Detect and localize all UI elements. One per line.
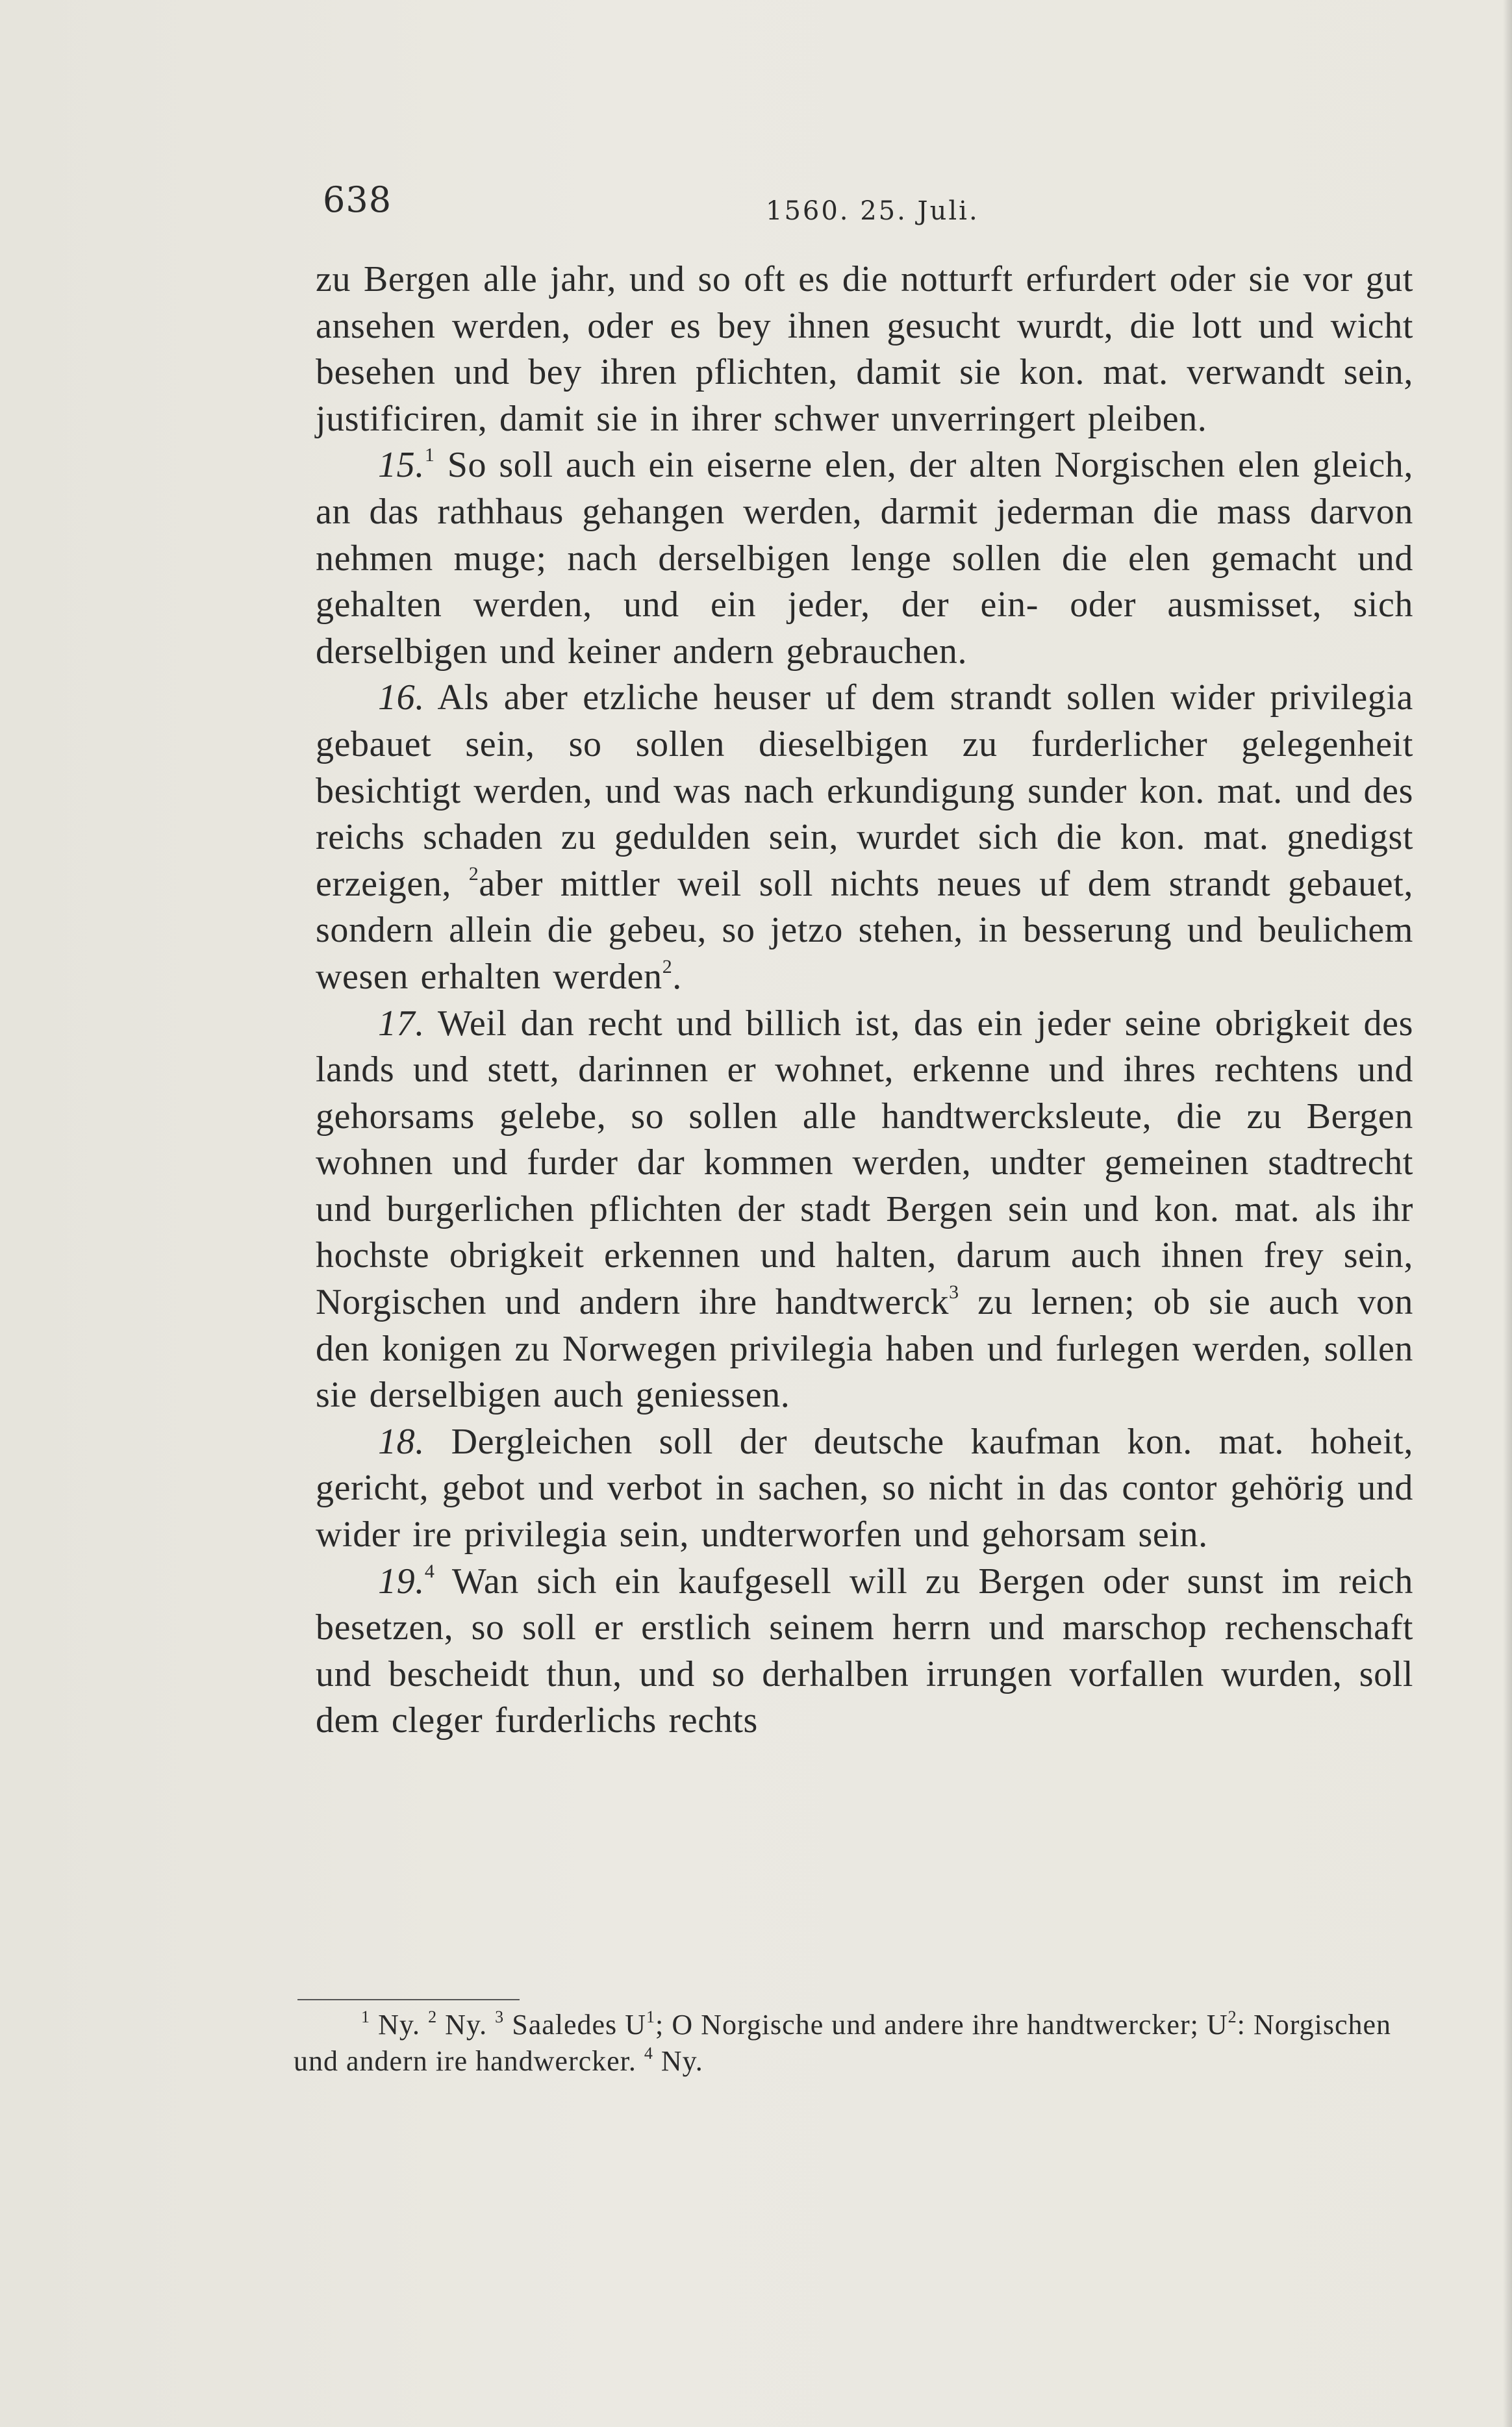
paragraph-text: So soll auch ein eiserne elen, der alten Norgischen elen gleich, an das rathhaus gehangen werden, darmit jederman die mass darvon nehmen muge; nach derselbigen lenge sollen die elen gemacht und gehalten werden, und ein jeder, der ein- oder ausmisset, sich derselbigen und keiner andern gebrauchen. bbox=[316, 445, 1413, 672]
footnote-number: 2 bbox=[428, 2007, 438, 2026]
footnote-ref: 2 bbox=[468, 862, 479, 885]
manuscript-index: 2 bbox=[1228, 2007, 1237, 2026]
paragraph-number: 17. bbox=[378, 1003, 425, 1044]
manuscript-index: 1 bbox=[646, 2007, 656, 2026]
paragraph-17 bbox=[316, 1001, 1413, 1419]
footnote-ref: 1 bbox=[424, 444, 435, 466]
paragraph-text: aber mittler weil soll nichts neues uf dem strandt gebauet, sondern allein die gebeu, so jetzo stehen, in besserung und beulichem wesen erhalten werden bbox=[316, 863, 1413, 997]
paragraph-text: zu lernen; ob sie auch von den konigen zu Norwegen privilegia haben und furlegen werden, sollen sie derselbigen auch geniessen. bbox=[316, 1282, 1413, 1416]
paragraph-16 bbox=[316, 675, 1413, 1000]
paragraph-text: Wan sich ein kaufgesell will zu Bergen oder sunst im reich besetzen, so soll er erstlich seinem herrn und marschop rechenschaft und bescheidt thun, und so derhalben irrungen vorfallen wurden, soll dem cleger furderlichs rechts bbox=[316, 1561, 1413, 1741]
paragraph-text: zu Bergen alle jahr, und so oft es die notturft erfurdert oder sie vor gut ansehen werden, oder es bey ihnen gesucht wurdt, die lott und wicht besehen und bey ihren pflichten, damit sie kon. mat. verwandt sein, justificiren, damit sie in ihrer schwer unverringert pleiben. bbox=[316, 259, 1413, 439]
footnote-text: Ny. bbox=[378, 2009, 420, 2041]
footnote-ref: 4 bbox=[424, 1560, 435, 1582]
footnote-number: 4 bbox=[644, 2044, 653, 2063]
paragraph-text: Weil dan recht und billich ist, das ein jeder seine obrigkeit des lands und stett, darinnen er wohnet, erkenne und ihres rechtens und gehorsams gelebe, so sollen alle handtwercksleute, die zu Bergen wohnen und furder dar kommen werden, undter gemeinen stadtrecht und burgerlichen pflichten der stadt Bergen sein und kon. mat. als ihr hochste obrigkeit erkennen und halten, darum auch ihnen frey sein, Norgischen und andern ihre handtwerck bbox=[316, 1003, 1413, 1323]
paragraph-number: 18. bbox=[378, 1421, 425, 1462]
page-edge-shadow bbox=[1503, 0, 1512, 2427]
footnote-ref: 2 bbox=[662, 955, 673, 977]
page-header bbox=[323, 170, 1414, 226]
footnote-text: ; O Norgische und andere ihre handtwercker; U bbox=[655, 2009, 1228, 2041]
paragraph-15 bbox=[316, 442, 1413, 675]
paragraph-19 bbox=[316, 1559, 1413, 1744]
paragraph-number: 15. bbox=[378, 445, 425, 486]
footnote-number: 1 bbox=[361, 2007, 370, 2026]
footnote-number: 3 bbox=[495, 2007, 505, 2026]
footnote-text: Saaledes U bbox=[512, 2009, 647, 2041]
paragraph-number: 16. bbox=[378, 677, 425, 718]
footnote-text: : Norgischen und andern ire handwercker. bbox=[294, 2009, 1392, 2077]
footnotes bbox=[294, 2007, 1391, 2080]
footnote-block bbox=[294, 2007, 1391, 2080]
paragraph-18 bbox=[316, 1419, 1413, 1559]
paragraph-number: 19. bbox=[378, 1561, 425, 1602]
paragraph-text: Dergleichen soll der deutsche kaufman kon. mat. hoheit, gericht, gebot und verbot in sachen, so nicht in das contor gehörig und wider ire privilegia sein, undterworfen und gehorsam sein. bbox=[316, 1421, 1413, 1555]
footnote-text: Ny. bbox=[661, 2045, 703, 2077]
running-head-date: 1560. 25. Juli. bbox=[766, 196, 979, 226]
footnote-divider bbox=[297, 1999, 520, 2000]
punctuation: . bbox=[672, 956, 682, 997]
main-text bbox=[316, 257, 1413, 1744]
page-number: 638 bbox=[323, 179, 392, 220]
paragraph-text: Als aber etzliche heuser uf dem strandt sollen wider privilegia gebauet sein, so sollen dieselbigen zu furderlicher gelegenheit besichtigt werden, und was nach erkundigung sunder kon. mat. und des reichs schaden zu gedulden sein, wurdet sich die kon. mat. gnedigst erzeigen, bbox=[316, 677, 1413, 904]
paragraph-14-continuation bbox=[316, 257, 1413, 442]
footnote-ref: 3 bbox=[949, 1281, 959, 1303]
footnote-text: Ny. bbox=[445, 2009, 488, 2041]
